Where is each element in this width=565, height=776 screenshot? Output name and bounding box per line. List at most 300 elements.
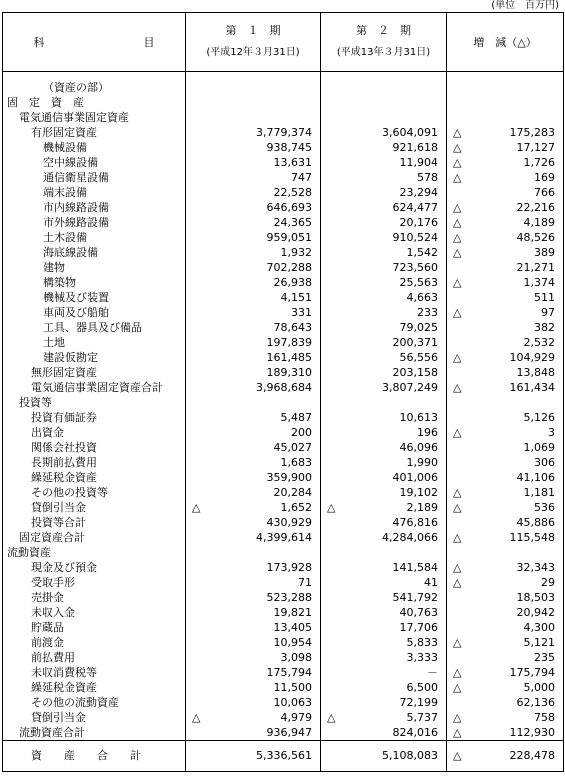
period2-cell (321, 605, 447, 620)
table-row (3, 560, 564, 575)
table-row (3, 650, 564, 665)
diff-cell-value: 175,283 (509, 126, 555, 139)
table-row (3, 665, 564, 680)
table-row (3, 410, 564, 425)
diff-cell-value: 5,121 (523, 636, 555, 649)
diff-cell (447, 680, 564, 695)
row-label: 市外線路設備 (3, 215, 186, 230)
diff-cell (447, 425, 564, 440)
period2-cell (321, 485, 447, 500)
period1-date: (平成12年３月31日) (206, 47, 300, 58)
row-label: 関係会社投資 (3, 440, 186, 455)
row-label: 前渡金 (3, 635, 186, 650)
row-label: 貯蔵品 (3, 620, 186, 635)
diff-cell (447, 500, 564, 515)
diff-cell-value: 1,069 (523, 441, 555, 454)
negative-mark: △ (327, 711, 336, 724)
table-row (3, 455, 564, 470)
table-row (3, 230, 564, 245)
diff-cell (447, 605, 564, 620)
period1-cell-value: 19,821 (273, 606, 312, 619)
table-row (3, 530, 564, 545)
period1-cell-value: 13,405 (273, 621, 312, 634)
period1-cell (186, 200, 321, 215)
table-row (3, 365, 564, 380)
row-label: 市内線路設備 (3, 200, 186, 215)
table-row (3, 260, 564, 275)
diff-cell (447, 485, 564, 500)
row-label: 電気通信事業固定資産 (3, 110, 186, 125)
table-row (3, 515, 564, 530)
diff-cell (447, 545, 564, 560)
diff-cell (447, 185, 564, 200)
table-row (3, 695, 564, 710)
period1-cell-value: 3,098 (280, 651, 312, 664)
period2-cell (321, 410, 447, 425)
period1-title: 第 １ 期 (225, 24, 281, 37)
diff-cell (447, 170, 564, 185)
diff-cell (447, 335, 564, 350)
period1-cell (186, 305, 321, 320)
period2-cell-value: 72,199 (399, 696, 438, 709)
diff-cell (447, 320, 564, 335)
period1-cell (186, 620, 321, 635)
period1-cell (186, 515, 321, 530)
period1-cell-value: 702,288 (266, 261, 312, 274)
period1-cell-value: 78,643 (273, 321, 312, 334)
period2-cell (321, 500, 447, 515)
period1-cell (186, 440, 321, 455)
diff-cell-value: 1,726 (523, 156, 555, 169)
period1-cell (186, 530, 321, 545)
table-row (3, 590, 564, 605)
row-label: 土木設備 (3, 230, 186, 245)
period1-cell (186, 410, 321, 425)
row-label: 出資金 (3, 425, 186, 440)
diff-cell (447, 515, 564, 530)
row-label: 受取手形 (3, 575, 186, 590)
period2-cell (321, 275, 447, 290)
period1-cell (186, 260, 321, 275)
table-row (3, 245, 564, 260)
period2-cell-value: 40,763 (399, 606, 438, 619)
period1-cell-value: 5,487 (280, 411, 312, 424)
period1-cell (186, 710, 321, 725)
row-label: 機械及び装置 (3, 290, 186, 305)
diff-cell (447, 560, 564, 575)
period1-cell-value: 3,968,684 (256, 381, 312, 394)
diff-cell (447, 590, 564, 605)
period2-cell-value: 10,613 (399, 411, 438, 424)
diff-cell-value: 115,548 (509, 531, 555, 544)
period1-cell (186, 320, 321, 335)
diff-cell (447, 110, 564, 125)
period2-cell-value: 624,477 (392, 201, 438, 214)
row-label: 空中線設備 (3, 155, 186, 170)
period1-cell (186, 230, 321, 245)
diff-cell (447, 155, 564, 170)
period2-cell (321, 155, 447, 170)
period2-cell-value: 578 (417, 171, 438, 184)
period1-cell-value: 523,288 (266, 591, 312, 604)
period2-cell-value: 196 (417, 426, 438, 439)
row-label: 流動資産合計 (3, 725, 186, 741)
diff-header: 増 減（△） (447, 13, 564, 72)
diff-cell-value: 4,300 (523, 621, 555, 634)
period1-cell (186, 290, 321, 305)
diff-cell (447, 725, 564, 741)
row-label: 流動資産 (3, 545, 186, 560)
period1-cell-value: 3,779,374 (256, 126, 312, 139)
row-label: 建物 (3, 260, 186, 275)
period1-cell (186, 425, 321, 440)
diff-cell-value: 382 (534, 321, 555, 334)
period1-cell-value: 24,365 (273, 216, 312, 229)
row-label: 端末設備 (3, 185, 186, 200)
row-label: 繰延税金資産 (3, 470, 186, 485)
period2-cell (321, 365, 447, 380)
subject-header: 科 目 (3, 13, 186, 72)
period1-cell-value: 1,932 (280, 246, 312, 259)
row-label: 建設仮勘定 (3, 350, 186, 365)
negative-mark: △ (453, 561, 462, 574)
period2-cell (321, 395, 447, 410)
period1-cell (186, 545, 321, 560)
period2-cell (321, 245, 447, 260)
period2-cell (321, 380, 447, 395)
period2-cell (321, 215, 447, 230)
diff-cell-value: 2,532 (523, 336, 555, 349)
row-label: 無形固定資産 (3, 365, 186, 380)
diff-cell-value: 235 (534, 651, 555, 664)
period1-cell (186, 695, 321, 710)
total-diff-value: 228,478 (509, 749, 555, 762)
diff-cell-value: 13,848 (516, 366, 555, 379)
negative-mark: △ (453, 711, 462, 724)
period1-cell-value: 20,284 (273, 486, 312, 499)
period1-cell-value: 747 (291, 171, 312, 184)
period1-cell-value: 189,310 (266, 366, 312, 379)
period2-cell-value: － (427, 666, 438, 679)
period2-cell-value: 25,563 (399, 276, 438, 289)
period1-cell (186, 605, 321, 620)
period2-cell-value: 921,618 (392, 141, 438, 154)
period2-cell (321, 680, 447, 695)
period2-cell (321, 80, 447, 95)
row-label: 通信衛星設備 (3, 170, 186, 185)
period2-cell-value: 2,189 (406, 501, 438, 514)
period2-cell-value: 20,176 (399, 216, 438, 229)
diff-cell (447, 665, 564, 680)
negative-mark: △ (192, 501, 201, 514)
total-period2-value: 5,108,083 (382, 749, 438, 762)
diff-cell (447, 140, 564, 155)
negative-mark: △ (453, 576, 462, 589)
table-row (3, 605, 564, 620)
period1-cell-value: 22,528 (273, 186, 312, 199)
row-label: 投資等 (3, 395, 186, 410)
row-label: 長期前払費用 (3, 455, 186, 470)
diff-cell-value: 536 (534, 501, 555, 514)
negative-mark: △ (453, 276, 462, 289)
diff-cell (447, 275, 564, 290)
period2-cell (321, 545, 447, 560)
period1-cell (186, 110, 321, 125)
diff-cell-value: 21,271 (516, 261, 555, 274)
period2-cell-value: 6,500 (406, 681, 438, 694)
period2-cell-value: 1,542 (406, 246, 438, 259)
diff-cell (447, 635, 564, 650)
period2-cell-value: 910,524 (392, 231, 438, 244)
diff-cell (447, 695, 564, 710)
diff-cell (447, 395, 564, 410)
table-row (3, 170, 564, 185)
period2-cell (321, 200, 447, 215)
negative-mark: △ (453, 156, 462, 169)
diff-cell-value: 97 (541, 306, 555, 319)
period1-cell (186, 485, 321, 500)
period1-cell-value: 331 (291, 306, 312, 319)
table-row (3, 290, 564, 305)
diff-cell (447, 350, 564, 365)
period1-cell-value: 1,683 (280, 456, 312, 469)
period2-cell-value: 3,333 (406, 651, 438, 664)
period1-cell (186, 590, 321, 605)
period2-header (321, 13, 447, 72)
row-label: 車両及び船舶 (3, 305, 186, 320)
row-label: 機械設備 (3, 140, 186, 155)
diff-cell (447, 290, 564, 305)
negative-mark: △ (453, 426, 462, 439)
period1-cell-value: 646,693 (266, 201, 312, 214)
period2-cell (321, 530, 447, 545)
diff-cell-value: 104,929 (509, 351, 555, 364)
row-label: 有形固定資産 (3, 125, 186, 140)
period1-cell (186, 560, 321, 575)
period2-cell (321, 455, 447, 470)
total-period1-value: 5,336,561 (256, 749, 312, 762)
negative-mark: △ (453, 201, 462, 214)
period1-cell-value: 4,399,614 (256, 531, 312, 544)
period1-cell-value: 430,929 (266, 516, 312, 529)
diff-cell (447, 470, 564, 485)
table-row (3, 80, 564, 95)
diff-cell-value: 45,886 (516, 516, 555, 529)
period2-cell (321, 125, 447, 140)
total-period1 (186, 741, 321, 772)
negative-mark: △ (327, 501, 336, 514)
row-label: （資産の部） (3, 80, 186, 95)
period2-cell (321, 590, 447, 605)
period2-cell-value: 79,025 (399, 321, 438, 334)
period1-cell-value: 26,938 (273, 276, 312, 289)
period2-cell-value: 233 (417, 306, 438, 319)
period2-cell-value: 23,294 (399, 186, 438, 199)
diff-cell (447, 440, 564, 455)
row-label: 未収消費税等 (3, 665, 186, 680)
period2-cell-value: 4,663 (406, 291, 438, 304)
negative-mark: △ (453, 486, 462, 499)
negative-mark: △ (453, 216, 462, 229)
period2-cell (321, 695, 447, 710)
table-row (3, 725, 564, 741)
diff-cell-value: 389 (534, 246, 555, 259)
period2-cell-value: 11,904 (399, 156, 438, 169)
row-label: 未収入金 (3, 605, 186, 620)
period1-cell-value: 173,928 (266, 561, 312, 574)
diff-cell (447, 620, 564, 635)
period2-cell (321, 140, 447, 155)
period2-cell (321, 185, 447, 200)
negative-mark: △ (192, 711, 201, 724)
period1-cell-value: 175,794 (266, 666, 312, 679)
period2-cell (321, 305, 447, 320)
period1-cell (186, 380, 321, 395)
diff-cell-value: 758 (534, 711, 555, 724)
row-label: 売掛金 (3, 590, 186, 605)
table-row (3, 140, 564, 155)
period2-cell (321, 290, 447, 305)
period2-cell-value: 5,737 (406, 711, 438, 724)
diff-cell-value: 766 (534, 186, 555, 199)
table-row (3, 500, 564, 515)
table-row (3, 320, 564, 335)
period1-cell-value: 4,979 (280, 711, 312, 724)
period1-cell (186, 365, 321, 380)
row-label: 固 定 資 産 (3, 95, 186, 110)
period2-cell (321, 665, 447, 680)
period2-cell-value: 46,096 (399, 441, 438, 454)
period2-cell (321, 320, 447, 335)
row-label: 貸倒引当金 (3, 500, 186, 515)
row-label: 投資有価証券 (3, 410, 186, 425)
negative-mark: △ (453, 749, 462, 762)
period2-cell-value: 56,556 (399, 351, 438, 364)
period1-cell (186, 350, 321, 365)
total-row (3, 741, 564, 772)
diff-cell-value: 4,189 (523, 216, 555, 229)
period1-cell-value: 200 (291, 426, 312, 439)
table-row (3, 200, 564, 215)
diff-cell (447, 80, 564, 95)
period2-cell-value: 5,833 (406, 636, 438, 649)
table-row (3, 275, 564, 290)
period2-cell (321, 230, 447, 245)
diff-cell (447, 455, 564, 470)
table-row (3, 350, 564, 365)
diff-cell-value: 511 (534, 291, 555, 304)
diff-cell-value: 17,127 (516, 141, 555, 154)
table-row (3, 425, 564, 440)
period2-cell-value: 3,807,249 (382, 381, 438, 394)
period2-cell (321, 440, 447, 455)
negative-mark: △ (453, 666, 462, 679)
period1-cell (186, 245, 321, 260)
negative-mark: △ (453, 726, 462, 739)
negative-mark: △ (453, 636, 462, 649)
row-label: その他の投資等 (3, 485, 186, 500)
negative-mark: △ (453, 351, 462, 364)
period1-cell (186, 155, 321, 170)
negative-mark: △ (453, 231, 462, 244)
table-row (3, 215, 564, 230)
diff-cell-value: 22,216 (516, 201, 555, 214)
diff-cell-value: 5,000 (523, 681, 555, 694)
negative-mark: △ (453, 501, 462, 514)
total-diff (447, 741, 564, 772)
negative-mark: △ (453, 381, 462, 394)
diff-cell-value: 18,503 (516, 591, 555, 604)
diff-cell (447, 125, 564, 140)
period1-cell-value: 938,745 (266, 141, 312, 154)
balance-sheet-table (2, 12, 564, 772)
period2-cell-value: 723,560 (392, 261, 438, 274)
period2-cell-value: 203,158 (392, 366, 438, 379)
period2-cell (321, 335, 447, 350)
period1-cell-value: 959,051 (266, 231, 312, 244)
period2-cell-value: 3,604,091 (382, 126, 438, 139)
diff-cell (447, 230, 564, 245)
diff-cell-value: 3 (548, 426, 555, 439)
period2-cell (321, 635, 447, 650)
table-row (3, 485, 564, 500)
period2-cell (321, 350, 447, 365)
period1-cell-value: 71 (298, 576, 312, 589)
table-row (3, 620, 564, 635)
negative-mark: △ (453, 126, 462, 139)
diff-cell-value: 48,526 (516, 231, 555, 244)
negative-mark: △ (453, 141, 462, 154)
table-row (3, 395, 564, 410)
table-row (3, 440, 564, 455)
row-label: 前払費用 (3, 650, 186, 665)
period2-cell-value: 1,990 (406, 456, 438, 469)
diff-cell-value: 112,930 (509, 726, 555, 739)
period1-cell-value: 4,151 (280, 291, 312, 304)
period1-cell (186, 95, 321, 110)
table-row (3, 125, 564, 140)
period1-cell-value: 45,027 (273, 441, 312, 454)
diff-cell (447, 215, 564, 230)
period2-cell (321, 110, 447, 125)
table-row (3, 575, 564, 590)
row-label: 工具、器具及び備品 (3, 320, 186, 335)
period2-cell (321, 170, 447, 185)
period2-cell (321, 560, 447, 575)
period2-cell-value: 401,006 (392, 471, 438, 484)
row-label: 固定資産合計 (3, 530, 186, 545)
row-label: 投資等合計 (3, 515, 186, 530)
period1-cell-value: 359,900 (266, 471, 312, 484)
table-row (3, 545, 564, 560)
period1-cell (186, 170, 321, 185)
row-label: 電気通信事業固定資産合計 (3, 380, 186, 395)
negative-mark: △ (453, 171, 462, 184)
negative-mark: △ (453, 306, 462, 319)
table-row (3, 380, 564, 395)
diff-cell (447, 260, 564, 275)
period2-cell-value: 41 (424, 576, 438, 589)
row-label: その他の流動資産 (3, 695, 186, 710)
diff-cell-value: 1,181 (523, 486, 555, 499)
period1-cell (186, 680, 321, 695)
total-period2 (321, 741, 447, 772)
period1-cell (186, 470, 321, 485)
diff-cell (447, 245, 564, 260)
period1-cell (186, 725, 321, 741)
period2-cell-value: 476,816 (392, 516, 438, 529)
table-row (3, 710, 564, 725)
